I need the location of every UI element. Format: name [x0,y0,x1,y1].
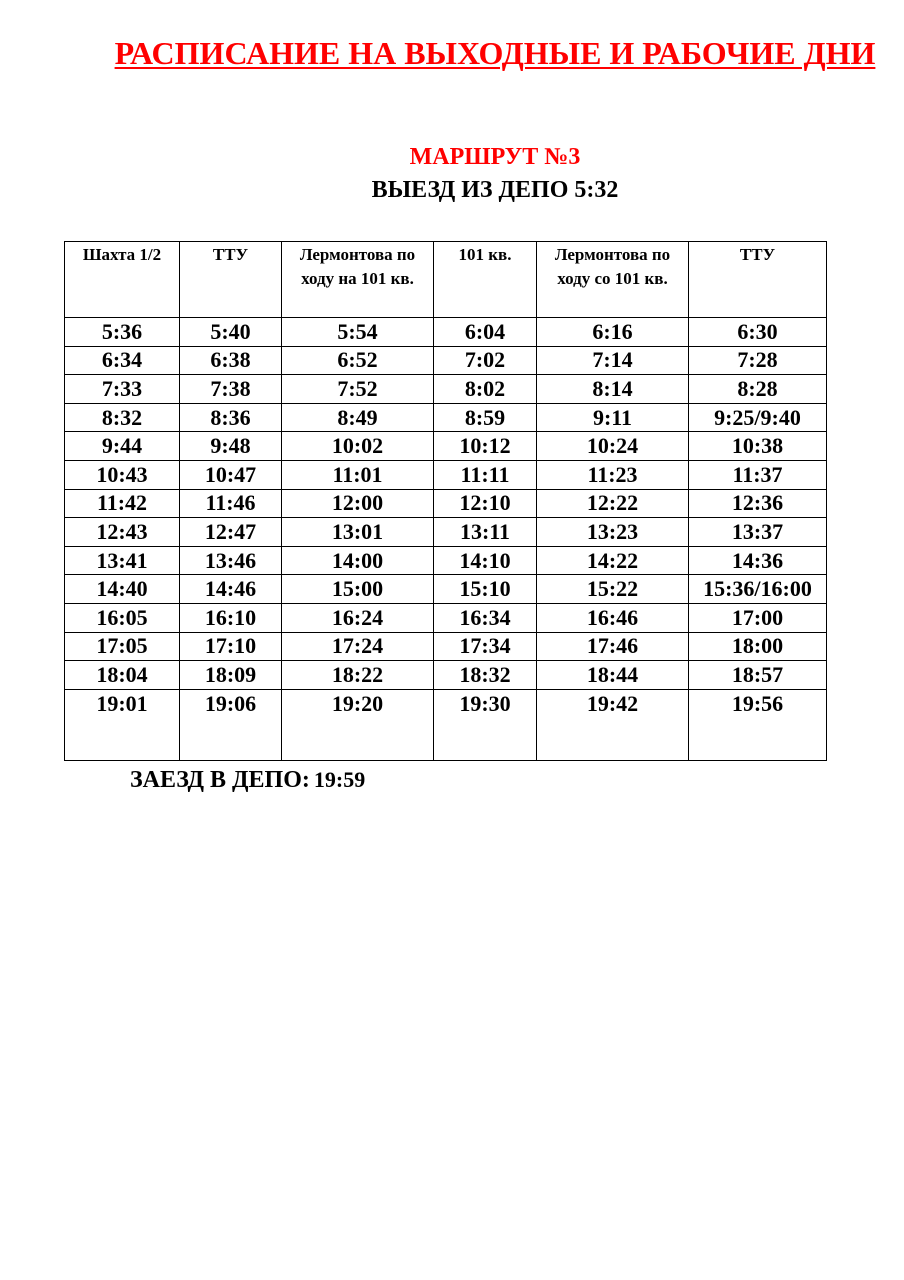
schedule-table [64,241,827,761]
time-cell: 18:32 [434,661,537,690]
time-cell: 14:46 [180,575,282,604]
time-cell: 15:22 [537,575,689,604]
time-cell: 9:25/9:40 [689,403,827,432]
time-cell: 18:00 [689,632,827,661]
time-cell: 17:24 [282,632,434,661]
route-number: МАРШРУТ №3 [409,144,581,170]
time-cell: 16:24 [282,603,434,632]
time-cell: 5:40 [180,318,282,347]
time-cell: 12:47 [180,518,282,547]
time-cell: 18:44 [537,661,689,690]
time-cell: 15:36/16:00 [689,575,827,604]
time-cell: 17:34 [434,632,537,661]
table-header-row [65,242,827,318]
page-title: РАСПИСАНИЕ НА ВЫХОДНЫЕ И РАБОЧИЕ ДНИ [114,35,876,71]
time-cell: 16:46 [537,603,689,632]
time-cell: 18:09 [180,661,282,690]
column-header: ТТУ [689,242,827,318]
time-cell: 13:41 [65,546,180,575]
time-cell: 13:23 [537,518,689,547]
time-cell: 19:01 [65,689,180,760]
column-header: Шахта 1/2 [65,242,180,318]
time-cell: 8:36 [180,403,282,432]
time-cell: 5:36 [65,318,180,347]
time-cell: 19:42 [537,689,689,760]
time-cell: 19:06 [180,689,282,760]
time-cell: 19:20 [282,689,434,760]
time-cell: 7:52 [282,375,434,404]
depot-arrival-label: ЗАЕЗД В ДЕПО: [130,767,310,793]
time-cell: 18:57 [689,661,827,690]
time-cell: 10:38 [689,432,827,461]
time-cell: 17:10 [180,632,282,661]
time-cell: 15:10 [434,575,537,604]
table-row [65,432,827,461]
table-row [65,575,827,604]
time-cell: 18:04 [65,661,180,690]
table-row [65,318,827,347]
time-cell: 12:10 [434,489,537,518]
table-row [65,403,827,432]
table-row [65,632,827,661]
time-cell: 6:34 [65,346,180,375]
table-row [65,603,827,632]
time-cell: 18:22 [282,661,434,690]
time-cell: 11:42 [65,489,180,518]
time-cell: 17:00 [689,603,827,632]
time-cell: 19:56 [689,689,827,760]
table-row [65,460,827,489]
time-cell: 13:11 [434,518,537,547]
time-cell: 7:14 [537,346,689,375]
time-cell: 17:05 [65,632,180,661]
time-cell: 14:10 [434,546,537,575]
time-cell: 9:48 [180,432,282,461]
table-row [65,546,827,575]
time-cell: 11:11 [434,460,537,489]
time-cell: 13:37 [689,518,827,547]
time-cell: 12:00 [282,489,434,518]
table-row [65,661,827,690]
time-cell: 8:14 [537,375,689,404]
time-cell: 16:05 [65,603,180,632]
depot-arrival-time: 19:59 [313,767,366,792]
time-cell: 12:36 [689,489,827,518]
time-cell: 6:30 [689,318,827,347]
time-cell: 9:11 [537,403,689,432]
time-cell: 6:16 [537,318,689,347]
depot-arrival [130,765,365,798]
time-cell: 7:33 [65,375,180,404]
time-cell: 10:43 [65,460,180,489]
time-cell: 5:54 [282,318,434,347]
time-cell: 16:10 [180,603,282,632]
table-row [65,375,827,404]
time-cell: 8:32 [65,403,180,432]
time-cell: 10:47 [180,460,282,489]
column-header: ТТУ [180,242,282,318]
time-cell: 16:34 [434,603,537,632]
time-cell: 6:52 [282,346,434,375]
column-header: 101 кв. [434,242,537,318]
column-header: Лермонтова по ходу на 101 кв. [282,242,434,318]
time-cell: 15:00 [282,575,434,604]
time-cell: 17:46 [537,632,689,661]
table-row [65,489,827,518]
time-cell: 10:24 [537,432,689,461]
depot-departure: ВЫЕЗД ИЗ ДЕПО 5:32 [371,177,619,203]
table-row [65,346,827,375]
time-cell: 7:28 [689,346,827,375]
time-cell: 11:01 [282,460,434,489]
time-cell: 10:12 [434,432,537,461]
time-cell: 8:49 [282,403,434,432]
time-cell: 8:59 [434,403,537,432]
time-cell: 13:01 [282,518,434,547]
time-cell: 12:22 [537,489,689,518]
time-cell: 8:02 [434,375,537,404]
time-cell: 7:38 [180,375,282,404]
time-cell: 10:02 [282,432,434,461]
time-cell: 9:44 [65,432,180,461]
time-cell: 12:43 [65,518,180,547]
time-cell: 8:28 [689,375,827,404]
time-cell: 11:23 [537,460,689,489]
time-cell: 13:46 [180,546,282,575]
time-cell: 14:22 [537,546,689,575]
time-cell: 14:40 [65,575,180,604]
table-row [65,689,827,760]
time-cell: 11:46 [180,489,282,518]
table-row [65,518,827,547]
time-cell: 7:02 [434,346,537,375]
time-cell: 6:04 [434,318,537,347]
time-cell: 6:38 [180,346,282,375]
time-cell: 11:37 [689,460,827,489]
time-cell: 14:36 [689,546,827,575]
time-cell: 19:30 [434,689,537,760]
column-header: Лермонтова по ходу со 101 кв. [537,242,689,318]
time-cell: 14:00 [282,546,434,575]
